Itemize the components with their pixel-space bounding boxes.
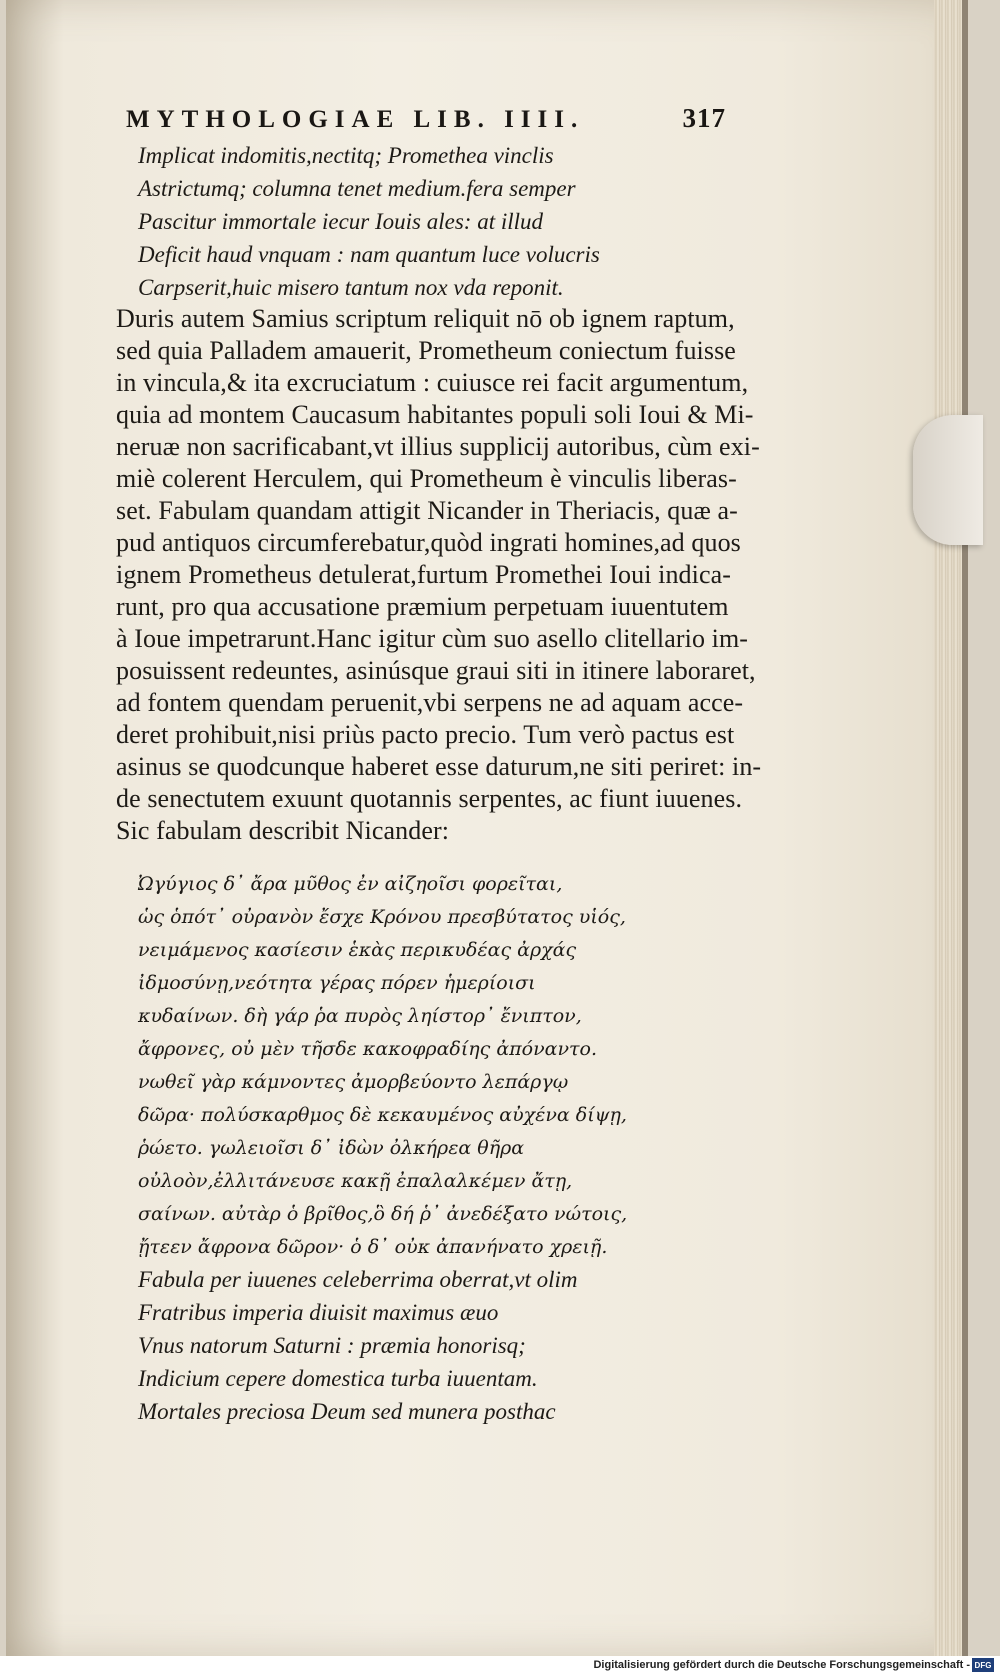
prose-line: Duris autem Samius scriptum reliquit nō ob ignem raptum, xyxy=(116,304,735,333)
prose-line: neruæ non sacrificabant,vt illius supplicij autoribus, cùm exi- xyxy=(116,432,760,461)
prose-line: ad fontem quendam peruenit,vbi serpens ne ad aquam acce- xyxy=(116,688,744,717)
prose-line: miè colerent Herculem, qui Prometheum è vinculis liberas- xyxy=(116,464,737,493)
verse-line: Astrictumq; columna tenet medium.fera semper xyxy=(138,176,576,201)
greek-verse-line: ῥώετο. γωλειοῖσι δ᾽ ἰδὼν ὀλκήρεα θῆρα xyxy=(138,1137,525,1159)
prose-line: runt, pro qua accusatione præmium perpetuam iuuentutem xyxy=(116,592,729,621)
greek-verse-line: ἰδμοσύνῃ,νεότητα γέρας πόρεν ἡμερίοισι xyxy=(138,972,536,994)
verse-line: Indicium cepere domestica turba iuuentam. xyxy=(138,1366,538,1391)
dfg-logo-icon: DFG xyxy=(972,1658,994,1672)
greek-verse-line: ᾔτεεν ἄφρονα δῶρον· ὁ δ᾽ οὐκ ἀπανήνατο χρειῇ. xyxy=(138,1236,608,1258)
prose-line: asinus se quodcunque haberet esse daturum,ne siti periret: in- xyxy=(116,752,762,781)
book-binding-edge xyxy=(962,0,968,1656)
verse-line: Carpserit,huic misero tantum nox vda reponit. xyxy=(138,275,564,300)
greek-verse-line: οὐλοὸν,ἐλλιτάνευσε κακῇ ἐπαλαλκέμεν ἄτῃ, xyxy=(138,1170,573,1192)
greek-verse-line: σαίνων. αὐτὰρ ὁ βρῖθος,ὃ δή ῥ᾽ ἀνεδέξατο νώτοις, xyxy=(138,1203,628,1225)
verse-line: Fabula per iuuenes celeberrima oberrat,vt olim xyxy=(138,1267,578,1292)
prose-line: pud antiquos circumferebatur,quòd ingrati homines,ad quos xyxy=(116,528,741,557)
verse-line: Vnus natorum Saturni : præmia honorisq; xyxy=(138,1333,526,1358)
greek-verse-line: δῶρα· πολύσκαρθμος δὲ κεκαυμένος αὐχένα δίψῃ, xyxy=(138,1104,627,1126)
prose-line: deret prohibuit,nisi priùs pacto precio. Tum verò pactus est xyxy=(116,720,735,749)
verse-line: Deficit haud vnquam : nam quantum luce volucris xyxy=(138,242,600,267)
verse-line: Pascitur immortale iecur Iouis ales: at illud xyxy=(138,209,544,234)
prose-line: de senectutem exuunt quotannis serpentes, ac fiunt iuuenes. xyxy=(116,784,743,813)
greek-verse-line: ὡς ὁπότ᾽ οὐρανὸν ἔσχε Κρόνου πρεσβύτατος υἱός, xyxy=(138,906,626,928)
prose-line: ignem Prometheus detulerat,furtum Promethei Ioui indica- xyxy=(116,560,731,589)
prose-line: quia ad montem Caucasum habitantes populi soli Ioui & Mi- xyxy=(116,400,754,429)
prose-line: sed quia Palladem amauerit, Prometheum coniectum fuisse xyxy=(116,336,736,365)
greek-verse-line: ἄφρονες, οὐ μὲν τῆσδε κακοφραδίης ἀπόναντο. xyxy=(138,1038,598,1060)
verse-line: Fratribus imperia diuisit maximus æuo xyxy=(138,1300,499,1325)
prose-line: à Ioue impetrarunt.Hanc igitur cùm suo asello clitellario im- xyxy=(116,624,749,653)
running-head: MYTHOLOGIAE LIB. IIII. xyxy=(126,106,585,133)
book-clamp xyxy=(913,415,983,545)
prose-line: set. Fabulam quandam attigit Nicander in Theriacis, quæ a- xyxy=(116,496,738,525)
funding-credit: Digitalisierung gefördert durch die Deutsche Forschungsgemeinschaft - xyxy=(593,1659,970,1671)
greek-verse-line: νειμάμενος κασίεσιν ἑκὰς περικυδέας ἀρχάς xyxy=(138,939,577,961)
greek-verse-line: νωθεῖ γὰρ κάμνοντες ἀμορβεύοντο λεπάργῳ xyxy=(138,1071,569,1093)
page-number: 317 xyxy=(682,103,726,133)
book-page xyxy=(6,0,968,1656)
verse-line: Mortales preciosa Deum sed munera posthac xyxy=(138,1399,556,1424)
greek-verse-line: Ὠγύγιος δ᾽ ἄρα μῦθος ἐν αἰζηοῖσι φορεῖται, xyxy=(138,873,563,895)
verse-line: Implicat indomitis,nectitq; Promethea vinclis xyxy=(138,143,554,168)
prose-line: Sic fabulam describit Nicander: xyxy=(116,816,450,845)
greek-verse-line: κυδαίνων. δὴ γάρ ῥα πυρὸς ληίστορ᾽ ἔνιπτον, xyxy=(138,1005,582,1027)
prose-line: in vincula,& ita excruciatum : cuiusce rei facit argumentum, xyxy=(116,368,749,397)
prose-line: posuissent redeuntes, asinúsque graui siti in itinere laboraret, xyxy=(116,656,756,685)
page-header xyxy=(126,103,726,134)
